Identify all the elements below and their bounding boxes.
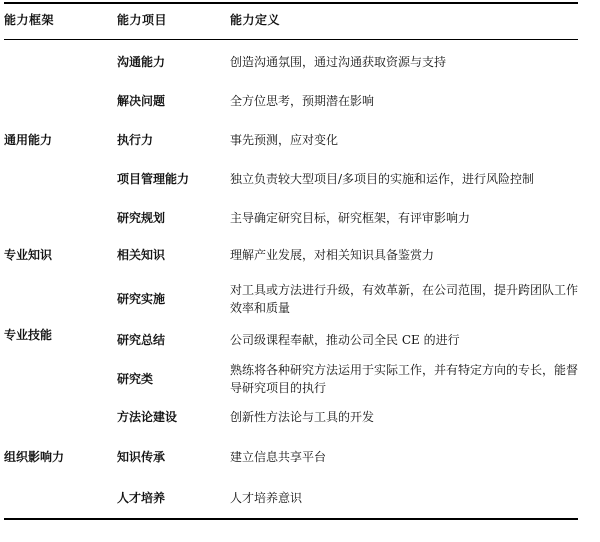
definition-execution: 事先预测，应对变化 (230, 133, 339, 147)
framework-professional-knowledge: 专业知识 (4, 248, 53, 262)
top-rule (4, 2, 578, 4)
item-execution: 执行力 (117, 133, 154, 147)
framework-organizational-influence: 组织影响力 (4, 450, 65, 464)
framework-professional-skills: 专业技能 (4, 328, 53, 342)
definition-knowledge-transfer: 建立信息共享平台 (230, 450, 327, 464)
item-research-type: 研究类 (117, 372, 154, 386)
definition-related-knowledge: 理解产业发展，对相关知识具备鉴赏力 (230, 248, 435, 262)
definition-research-planning: 主导确定研究目标，研究框架，有评审影响力 (230, 211, 471, 225)
item-problem-solving: 解决问题 (117, 94, 166, 108)
item-talent-development: 人才培养 (117, 491, 166, 505)
bottom-rule (4, 518, 578, 520)
header-framework: 能力框架 (4, 13, 55, 27)
definition-talent-development: 人才培养意识 (230, 491, 303, 505)
definition-communication: 创造沟通氛围，通过沟通获取资源与支持 (230, 55, 447, 69)
item-methodology: 方法论建设 (117, 410, 178, 424)
definition-research-summary: 公司级课程奉献，推动公司全民 CE 的进行 (230, 333, 460, 347)
item-communication: 沟通能力 (117, 55, 166, 69)
definition-problem-solving: 全方位思考，预期潜在影响 (230, 94, 375, 108)
definition-research-type: 熟练将各种研究方法运用于实际工作，并有特定方向的专长，能督导研究项目的执行 (230, 363, 579, 395)
item-knowledge-transfer: 知识传承 (117, 450, 166, 464)
item-research-planning: 研究规划 (117, 211, 166, 225)
header-definition: 能力定义 (230, 13, 281, 27)
header-item: 能力项目 (117, 13, 168, 27)
item-project-management: 项目管理能力 (117, 172, 190, 186)
item-research-summary: 研究总结 (117, 333, 166, 347)
header-rule (4, 39, 578, 40)
item-research-implementation: 研究实施 (117, 292, 166, 306)
definition-methodology: 创新性方法论与工具的开发 (230, 410, 375, 424)
definition-project-management: 独立负责较大型项目/多项目的实施和运作，进行风险控制 (230, 172, 535, 186)
item-related-knowledge: 相关知识 (117, 248, 166, 262)
definition-research-implementation: 对工具或方法进行升级，有效革新，在公司范围，提升跨团队工作效率和质量 (230, 283, 579, 315)
framework-general: 通用能力 (4, 133, 53, 147)
